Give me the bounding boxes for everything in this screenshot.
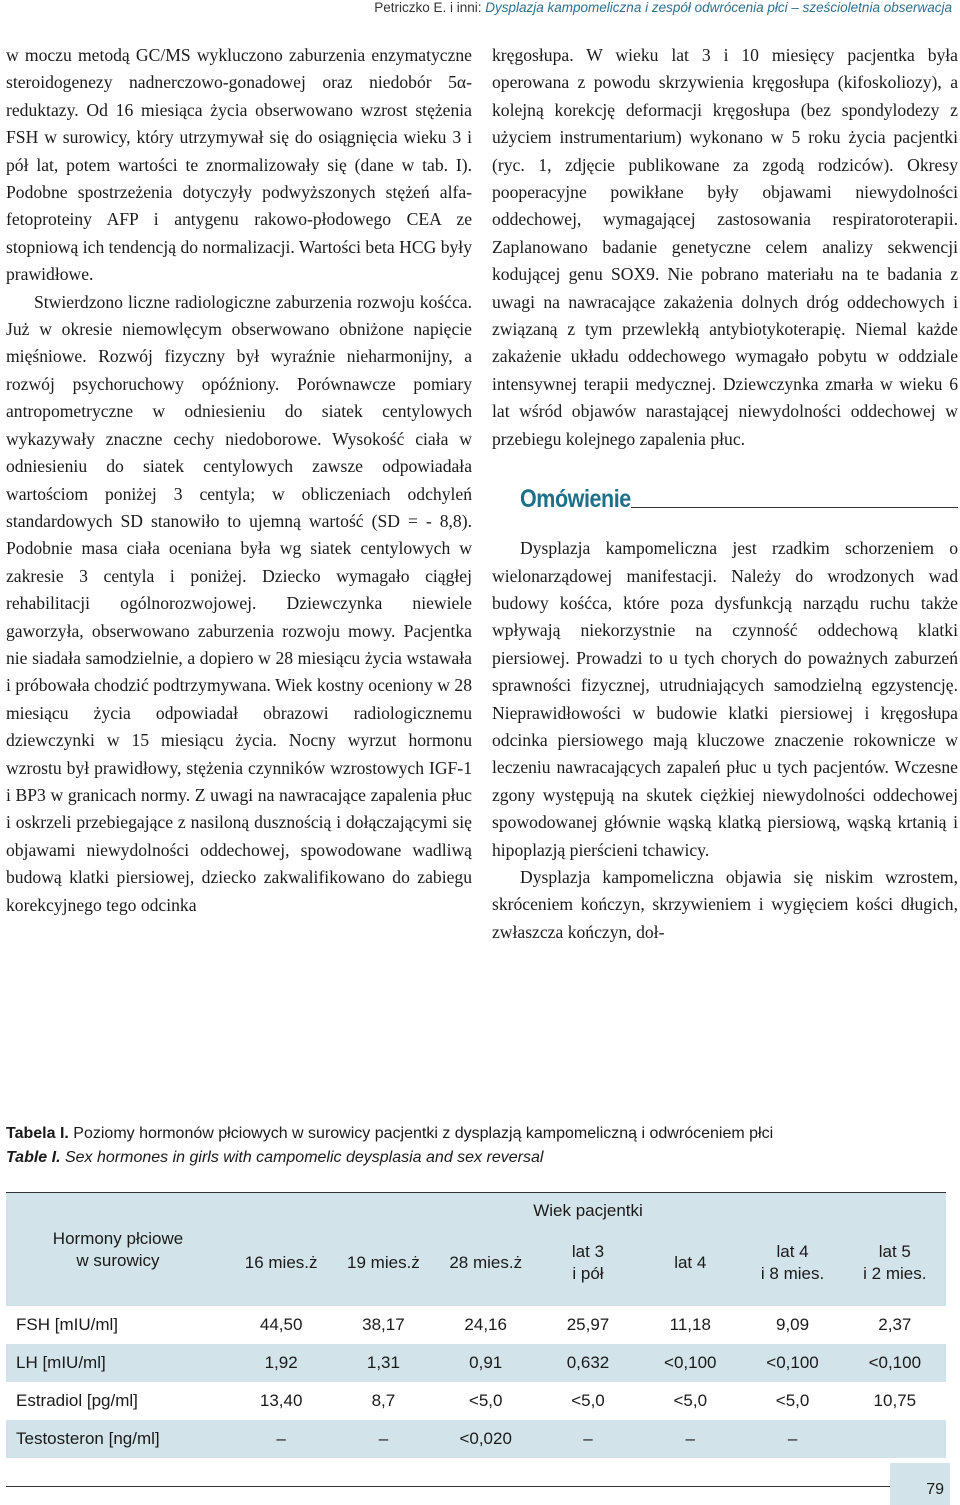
table-cell: 0,91	[469, 1353, 503, 1372]
table-column-headers	[230, 1233, 946, 1293]
table-cell: 44,50	[259, 1315, 303, 1334]
section-heading	[520, 481, 958, 513]
row-label: FSH [mIU/ml]	[16, 1315, 118, 1334]
table-header	[6, 1193, 946, 1306]
table-cell: <5,0	[775, 1391, 810, 1410]
table-caption-en	[6, 1146, 946, 1170]
running-head-authors: Petriczko E. i inni:	[374, 0, 486, 15]
table-row-header: Hormony płciowe w surowicy	[52, 1228, 184, 1270]
table-cell: <5,0	[468, 1391, 503, 1410]
table-cell: <0,020	[459, 1429, 512, 1448]
table-cell: <5,0	[673, 1391, 708, 1410]
running-head	[152, 0, 952, 15]
hormone-table	[6, 1192, 946, 1487]
table-cell: –	[787, 1429, 798, 1448]
table-cell: 1,31	[366, 1353, 400, 1372]
table-caption-pl-label: Tabela I.	[6, 1125, 69, 1142]
left-paragraph-1: w moczu metodą GC/MS wykluczono zaburzenia enzymatyczne steroidogenezy nadnerczowo-gonadowej oraz niedobór 5α-reduktazy. Od 16 miesiąca życia obserwowano wzrost stężenia FSH w surowicy, który utrzymywał się do osiągnięcia wieku 3 i pół lat, potem wartości te znormalizowały się (dane w tab. I). Podobne spostrzeżenia dotyczyły podwyższonych stężeń alfa- fetoproteiny AFP i antygenu rakowo-płodowego CEA ze stopniową ich tendencją do normalizacji. Wartości beta HCG były prawidłowe.	[6, 45, 472, 285]
table-cell: 9,09	[776, 1315, 810, 1334]
right-column	[492, 42, 958, 946]
table-cell: 2,37	[878, 1315, 912, 1334]
table-cell: 1,92	[264, 1353, 298, 1372]
table-cell: 11,18	[669, 1315, 711, 1334]
table-cell: –	[378, 1429, 389, 1448]
table-cell: <0,100	[868, 1353, 922, 1372]
table-caption-pl	[6, 1122, 946, 1146]
left-paragraph-2: Stwierdzono liczne radiologiczne zaburzenia rozwoju kośćca. Już w okresie niemowlęcym obserwowano obniżone napięcie mięśniowe. Rozwój fizyczny był wyraźnie nieharmonijny, a rozwój psychoruchowy opóźniony. Porównawcze pomiary antropometryczne w odniesieniu do siatek centylowych wykazywały znaczne cechy niedoborowe. Wysokość ciała w odniesieniu do siatek centylowych zawsze odpowiadała wartościom poniżej 3 centyla; w obliczeniach odchyleń standardowych SD stanowiło to ujemną wartość (SD = - 8,8). Podobnie masa ciała oceniana była wg siatek centylowych w zakresie 3 centyla i poniżej. Dziecko wymagało ciągłej rehabilitacji ogólnorozwojowej. Dziewczynka niewiele gaworzyła, obserwowano zaburzenia rozwoju mowy. Pacjentka nie siadała samodzielnie, a dopiero w 28 miesiącu życia wstawała i próbowała chodzić podtrzymywana. Wiek kostny oceniony w 28 miesiącu życia odpowiadał obrazowi radiologicznemu dziewczynki w 15 miesiącu życia. Nocny wyrzut hormonu wzrostu był prawidłowy, stężenia czynników wzrostowych IGF-1 i BP3 w granicach normy. Z uwagi na nawracające zapalenia płuc i oskrzeli przebiegające z nasiloną dusznością i dołączającymi się objawami niewydolności oddechowej, spowodowane wadliwą budową klatki piersiowej, dziecko zakwalifikowano do zabiegu korekcyjnego tego odcinka	[6, 291, 472, 915]
row-cells	[230, 1315, 946, 1335]
table-cell: <0,100	[664, 1353, 717, 1372]
table-cell: <5,0	[571, 1391, 605, 1410]
discussion-paragraph-1: Dysplazja kampomeliczna jest rzadkim schorzeniem o wielonarządowej manifestacji. Należy do wrodzonych wad budowy kośćca, które poza dysfunkcją narządu ruchu także wpływają niekorzystnie na czynność oddechową klatki piersiowej. Prowadzi to u tych chorych do poważnych zaburzeń sprawności fizycznej, utrudniających samodzielną egzystencję. Nieprawidłowości w budowie klatki piersiowej i kręgosłupa odcinka piersiowego mają kluczowe znaczenie rokownicze w leczeniu nawracających zapaleń płuc u tych pacjentów. Wczesne zgony występują na skutek ciężkiej niewydolności oddechowej spowodowanej głównie wąską klatką piersiową, wąską krtanią i hipoplazją pierścieni tchawicy.	[492, 538, 958, 860]
table-cell: 10,75	[873, 1391, 917, 1410]
section-heading-text: Omówienie	[520, 484, 631, 513]
table-cell: 38,17	[362, 1315, 405, 1334]
right-paragraph-top: kręgosłupa. W wieku lat 3 i 10 miesięcy pacjentka była operowana z powodu skrzywienia kręgosłupa (kifoskoliozy), a kolejną korekcję deformacji kręgosłupa (bez spondylodezy z użyciem instrumentarium) wykonano w 5 roku życia pacjentki (ryc. 1, zdjęcie publikowane za zgodą rodziców). Okresy pooperacyjne powikłane były objawami niewydolności oddechowej, wymagającej zastosowania respiratoroterapii. Zaplanowano badanie genetyczne celem analizy sekwencji kodującej genu SOX9. Nie pobrano materiału na te badania z uwagi na nawracające zakażenia dolnych dróg oddechowych i związaną z tym przewlekłą antybiotykoterapię. Niemal każde zakażenie układu oddechowego wymagało pobytu w oddziale intensywnej terapii medycznej. Dziewczynka zmarła w wieku 6 lat wśród objawów narastającej niewydolności oddechowej w przebiegu kolejnego zapalenia płuc.	[492, 45, 958, 449]
column-header: lat 3 i pół	[571, 1242, 605, 1283]
row-cells	[230, 1429, 946, 1449]
table-cell: –	[583, 1429, 593, 1448]
table-row	[6, 1382, 946, 1420]
row-label: LH [mIU/ml]	[16, 1353, 106, 1372]
table-caption-en-text: Sex hormones in girls with campomelic deysplasia and sex reversal	[60, 1149, 544, 1166]
column-header: 28 mies.ż	[449, 1253, 523, 1272]
table-cell: –	[685, 1429, 695, 1448]
table-cell: 13,40	[259, 1391, 303, 1410]
row-label: Estradiol [pg/ml]	[16, 1391, 138, 1410]
column-header: lat 4 i 8 mies.	[760, 1242, 825, 1283]
table-cell: 0,632	[566, 1353, 610, 1372]
row-cells	[230, 1391, 946, 1411]
discussion-paragraph-2: Dysplazja kampomeliczna objawia się niskim wzrostem, skróceniem kończyn, skrzywieniem i wygięciem kości długich, zwłaszcza kończyn, doł-	[492, 866, 958, 942]
page-number: 79	[890, 1463, 950, 1505]
column-header: 19 mies.ż	[347, 1253, 420, 1272]
table-cell: 25,97	[566, 1315, 610, 1334]
table-cell: –	[276, 1429, 286, 1448]
column-header: lat 4	[674, 1253, 707, 1272]
table-row	[6, 1306, 946, 1344]
table-caption	[6, 1122, 946, 1170]
table-cell	[844, 1429, 946, 1449]
table-cell: 24,16	[464, 1315, 507, 1334]
table-caption-pl-text: Poziomy hormonów płciowych w surowicy pacjentki z dysplazją kampomeliczną i odwróceniem płci	[68, 1125, 774, 1142]
table-cell: 8,7	[371, 1391, 396, 1410]
table-row	[6, 1344, 946, 1382]
table-caption-en-label: Table I.	[6, 1149, 61, 1166]
table-cell: <0,100	[766, 1353, 819, 1372]
table-group-header: Wiek pacjentki	[533, 1201, 643, 1220]
column-header: lat 5 i 2 mies.	[863, 1242, 927, 1283]
column-header: 16 mies.ż	[244, 1253, 318, 1272]
table-row	[6, 1420, 946, 1458]
left-column	[6, 42, 472, 919]
row-label: Testosteron [ng/ml]	[16, 1429, 160, 1448]
section-heading-rule	[631, 507, 958, 508]
table-bottom-rule	[6, 1486, 946, 1487]
running-head-title: Dysplazja kampomeliczna i zespół odwrócenia płci – sześcioletnia obserwacja	[485, 0, 952, 15]
row-cells	[230, 1353, 946, 1373]
